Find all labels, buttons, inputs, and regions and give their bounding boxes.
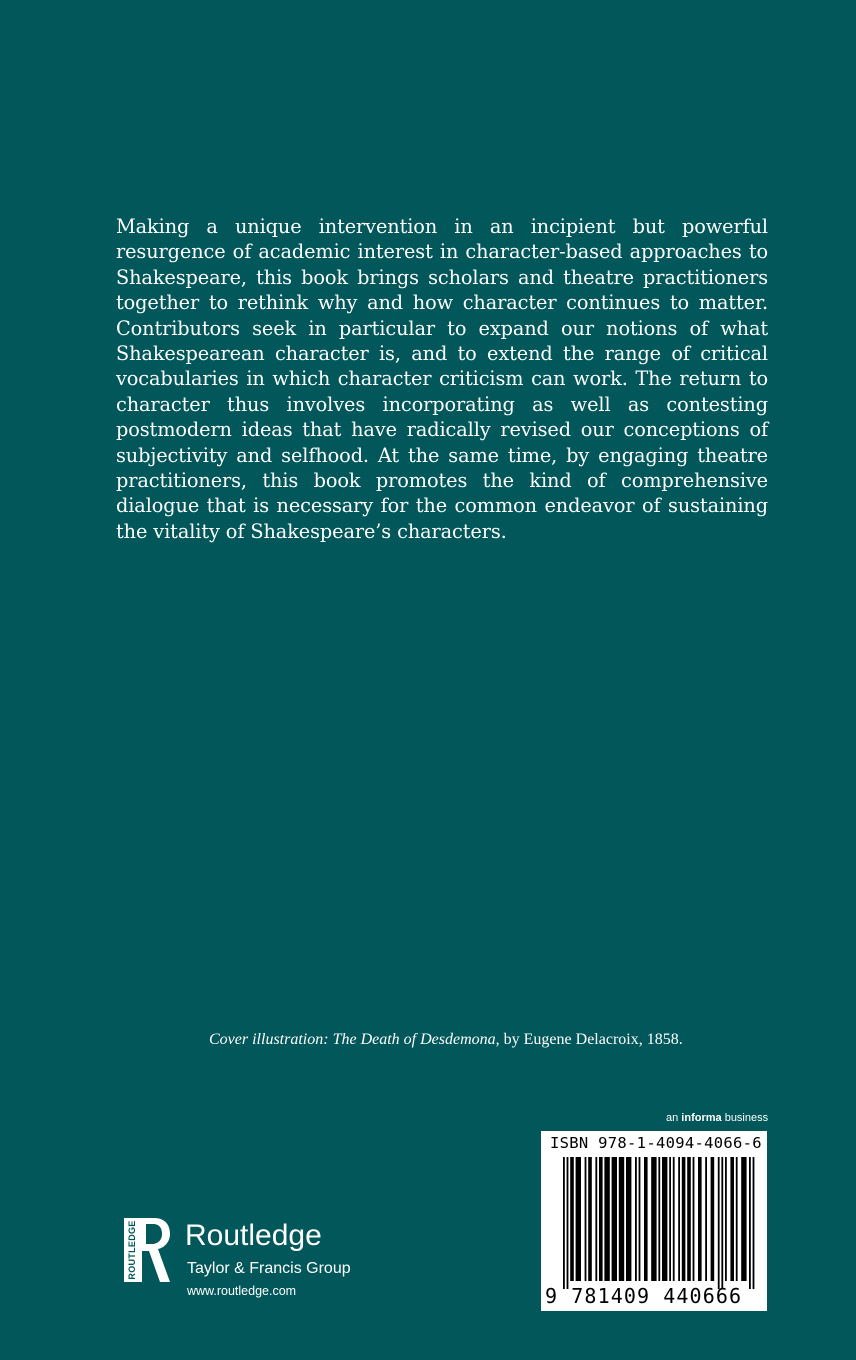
barcode-bar	[588, 1157, 592, 1281]
barcode-bar	[725, 1157, 727, 1281]
barcode-digits: 9 781409 440666	[545, 1284, 743, 1308]
barcode-bar	[585, 1157, 587, 1281]
barcode-bar	[639, 1157, 641, 1281]
barcode-bar	[595, 1157, 597, 1281]
publisher-name: Routledge	[185, 1219, 322, 1252]
publisher-group: Taylor & Francis Group	[187, 1260, 351, 1277]
barcode-bar	[619, 1157, 624, 1281]
barcode-bar	[576, 1157, 581, 1281]
barcode-bar	[644, 1157, 648, 1281]
barcode-bar	[749, 1157, 751, 1289]
barcode-bar	[570, 1157, 574, 1281]
barcode-bar	[673, 1157, 675, 1281]
barcode-bar	[753, 1157, 755, 1289]
barcode-bar	[718, 1157, 720, 1289]
barcode-bar	[687, 1157, 691, 1281]
barcode-bar	[651, 1157, 656, 1281]
credit-label: Cover illustration:	[209, 1031, 329, 1048]
informa-suffix: business	[721, 1112, 769, 1124]
barcode-bar	[567, 1157, 569, 1289]
routledge-logo-wordmark: ROUTLEDGE	[127, 1220, 137, 1280]
barcode-bar	[662, 1157, 667, 1281]
informa-prefix: an	[666, 1112, 682, 1124]
cover-illustration-credit	[209, 1031, 683, 1049]
barcode-bar	[741, 1157, 746, 1281]
isbn-label: ISBN 978-1-4094-4066-6	[550, 1134, 762, 1152]
barcode-bar	[693, 1157, 695, 1281]
artwork-byline: , by Eugene Delacroix, 1858.	[495, 1031, 683, 1048]
barcode-bar	[604, 1157, 609, 1281]
barcode-bar	[736, 1157, 738, 1281]
barcode-bar	[711, 1157, 715, 1281]
back-cover-blurb: Making a unique intervention in an incipient but powerful resurgence of academic interest in character-based approaches to Shakespeare, this book brings scholars and theatre practitioners together to rethink why and how character continues to matter. Contributors seek in particular to expand our notions of what Shakespearean character is, and to extend the range of critical vocabularies in which character criticism can work. The return to character thus involves incorporating as well as contesting postmodern ideas that have radically revised our conceptions of subjectivity and selfhood. At the same time, by engaging theatre practitioners, this book promotes the kind of comprehensive dialogue that is necessary for the common endeavor of sustaining the vitality of Shakespeare’s characters.	[116, 215, 768, 543]
barcode-bar	[698, 1157, 702, 1281]
barcode-bar	[658, 1157, 660, 1281]
barcode-bar	[730, 1157, 734, 1281]
isbn-barcode	[541, 1131, 767, 1311]
barcode-bar	[705, 1157, 707, 1281]
barcode-bar	[612, 1157, 617, 1281]
barcode-bar	[721, 1157, 723, 1289]
barcode-bar	[669, 1157, 671, 1281]
informa-business-tagline	[666, 1112, 768, 1124]
barcode-bar	[563, 1157, 565, 1289]
barcode-bar	[682, 1157, 686, 1281]
barcode-bar	[678, 1157, 680, 1281]
informa-brand: informa	[681, 1112, 722, 1124]
barcode-bar	[635, 1157, 637, 1281]
publisher-url[interactable]: www.routledge.com	[187, 1284, 297, 1298]
barcode-bar	[626, 1157, 631, 1281]
artwork-title: The Death of Desdemona	[332, 1031, 496, 1048]
barcode-bar	[599, 1157, 603, 1281]
